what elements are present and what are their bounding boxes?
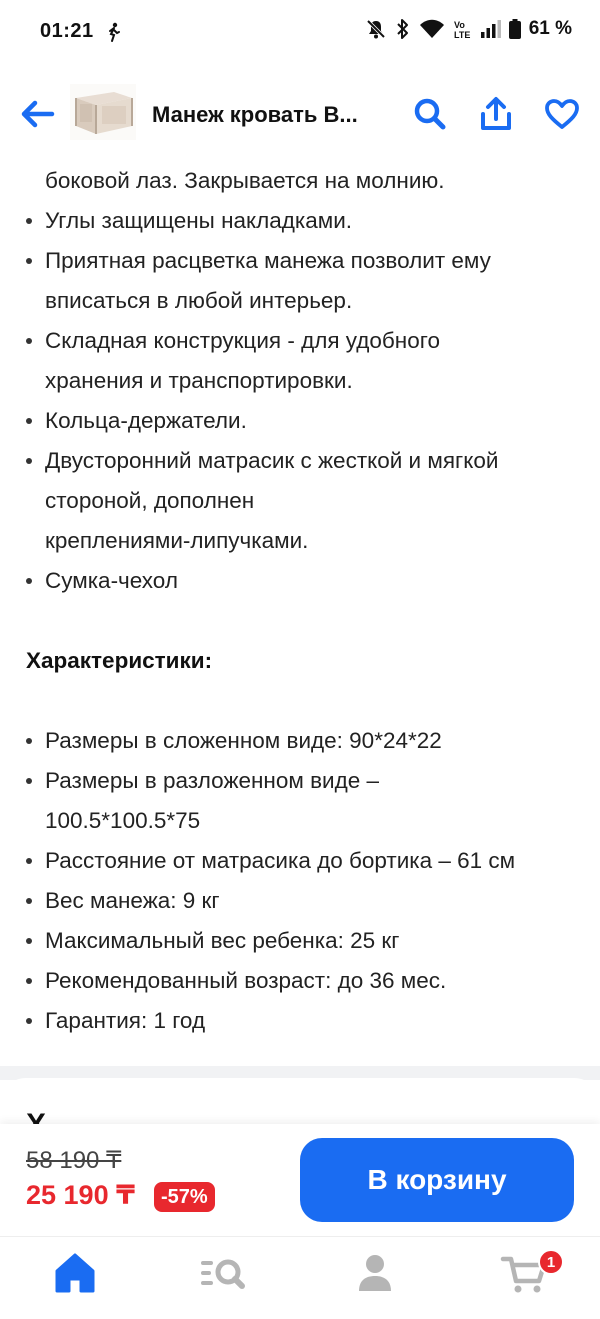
home-icon (51, 1251, 99, 1295)
spec-item: Размеры в разложенном виде – (45, 768, 380, 793)
feature-item: креплениями-липучками. (45, 528, 309, 553)
battery-level: 61 % (528, 18, 572, 39)
feature-item: стороной, дополнен (45, 488, 255, 513)
spec-item: Размеры в сложенном виде: 90*24*22 (45, 728, 442, 753)
spec-item: Гарантия: 1 год (45, 1008, 206, 1033)
cart-count-badge: 1 (538, 1249, 564, 1275)
spec-item: Рекомендованный возраст: до 36 мес. (45, 968, 447, 993)
nav-catalog[interactable] (190, 1245, 260, 1301)
back-button[interactable] (14, 90, 62, 138)
walking-icon (106, 22, 122, 47)
current-price: 25 190 ₸ (26, 1180, 135, 1210)
spec-item: Максимальный вес ребенка: 25 кг (45, 928, 400, 953)
nav-profile[interactable] (340, 1245, 410, 1301)
product-thumbnail[interactable] (70, 84, 136, 140)
volte-icon (453, 18, 473, 40)
status-icons (365, 18, 572, 40)
catalog-search-icon (195, 1251, 255, 1295)
spec-item: Расстояние от матрасика до бортика – 61 см (45, 848, 516, 873)
feature-item: хранения и транспортировки. (45, 368, 353, 393)
bullet-dot (26, 338, 32, 344)
arrow-left-icon (20, 99, 56, 129)
description-card (0, 150, 600, 1066)
feature-item: Углы защищены накладками. (45, 208, 353, 233)
add-to-cart-button[interactable]: В корзину (300, 1138, 574, 1222)
bullet-dot (26, 858, 32, 864)
favorite-button[interactable] (538, 90, 586, 138)
share-icon (480, 97, 512, 131)
search-button[interactable] (406, 90, 454, 138)
bullet-dot (26, 258, 32, 264)
bullet-dot (26, 1018, 32, 1024)
playpen-image (70, 84, 136, 140)
header-title: Манеж кровать В... (152, 102, 358, 127)
feature-item: Кольца-держатели. (45, 408, 247, 433)
spec-item: 100.5*100.5*75 (45, 808, 201, 833)
svg-text:Vo: Vo (453, 20, 465, 30)
wifi-icon (419, 19, 445, 39)
price-bar (0, 1124, 600, 1236)
feature-item: Складная конструкция - для удобного (45, 328, 440, 353)
spec-item: Вес манежа: 9 кг (45, 888, 220, 913)
discount-badge: -57% (154, 1182, 215, 1212)
bottom-navigation (0, 1236, 600, 1319)
nav-home[interactable] (40, 1245, 110, 1301)
svg-text:LTE: LTE (453, 30, 471, 40)
feature-item: Приятная расцветка манежа позволит ему (45, 248, 491, 273)
old-price: 58 190 ₸ (26, 1147, 122, 1174)
specs-title: Характеристики: (26, 648, 213, 673)
signal-icon (481, 20, 501, 38)
bullet-dot (26, 738, 32, 744)
bullet-dot (26, 578, 32, 584)
search-icon (413, 97, 447, 131)
feature-item: вписаться в любой интерьер. (45, 288, 353, 313)
bullet-dot (26, 458, 32, 464)
bullet-dot (26, 418, 32, 424)
user-icon (353, 1251, 397, 1295)
bullet-dot (26, 218, 32, 224)
product-header (0, 76, 600, 152)
description-text: боковой лаз. Закрывается на молнию. (45, 168, 445, 193)
feature-item: Двусторонний матрасик с жесткой и мягкой (45, 448, 499, 473)
status-time: 01:21 (40, 20, 94, 42)
battery-icon (509, 19, 521, 39)
bluetooth-icon (395, 18, 411, 40)
bullet-dot (26, 938, 32, 944)
bullet-dot (26, 898, 32, 904)
feature-item: Сумка-чехол (45, 568, 178, 593)
next-section-title (26, 1110, 52, 1124)
bullet-dot (26, 978, 32, 984)
status-bar (0, 0, 600, 66)
heart-icon (544, 98, 580, 130)
mute-icon (365, 18, 387, 40)
bullet-dot (26, 778, 32, 784)
share-button[interactable] (472, 90, 520, 138)
